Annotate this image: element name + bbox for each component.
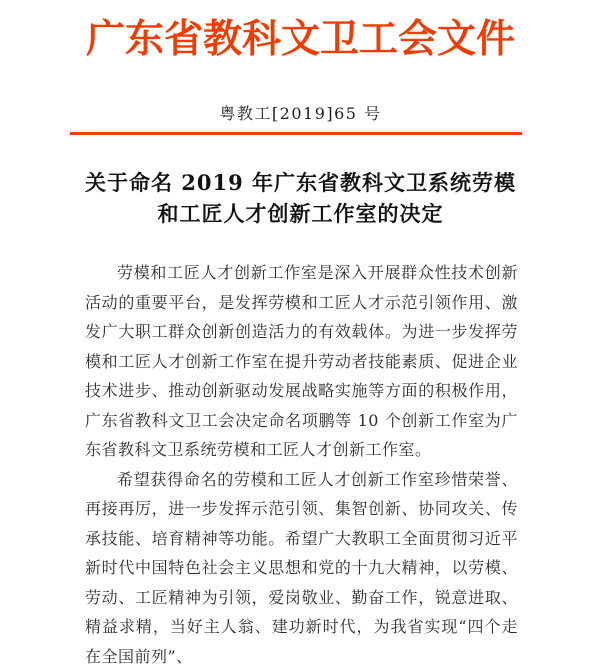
document-body: [85, 258, 518, 671]
red-divider-rule: [70, 132, 522, 135]
body-paragraph-1: 劳模和工匠人才创新工作室是深入开展群众性技术创新活动的重要平台，是发挥劳模和工匠人才示范引领作用、激发广大职工群众创新创造活力的有效载体。为进一步发挥劳模和工匠人才创新工作室在提升劳动者技能素质、促进企业技术进步、推动创新驱动发展战略实施等方面的积极作用，广东省教科文卫工会决定命名项鹏等 10 个创新工作室为广东省教科文卫系统劳模和工匠人才创新工作室。: [85, 263, 518, 459]
letterhead-title: 广东省教科文卫工会文件: [85, 16, 515, 62]
document-title-line1: 关于命名 2019 年广东省教科文卫系统劳模: [84, 170, 517, 195]
document-title: [0, 167, 601, 229]
document-title-line2: 和工匠人才创新工作室的决定: [157, 201, 444, 226]
document-number: 粤教工[2019]65 号: [219, 104, 382, 123]
body-paragraph-2: 希望获得命名的劳模和工匠人才创新工作室珍惜荣誉、再接再厉，进一步发挥示范引领、集智创新、协同攻关、传承技能、培育精神等功能。希望广大教职工全面贯彻习近平新时代中国特色社会主义思想和党的十九大精神，以劳模、劳动、工匠精神为引领，爱岗敬业、勤奋工作，锐意进取、精益求精，当好主人翁、建功新时代，为我省实现“四个走在全国前列”、: [85, 469, 518, 666]
